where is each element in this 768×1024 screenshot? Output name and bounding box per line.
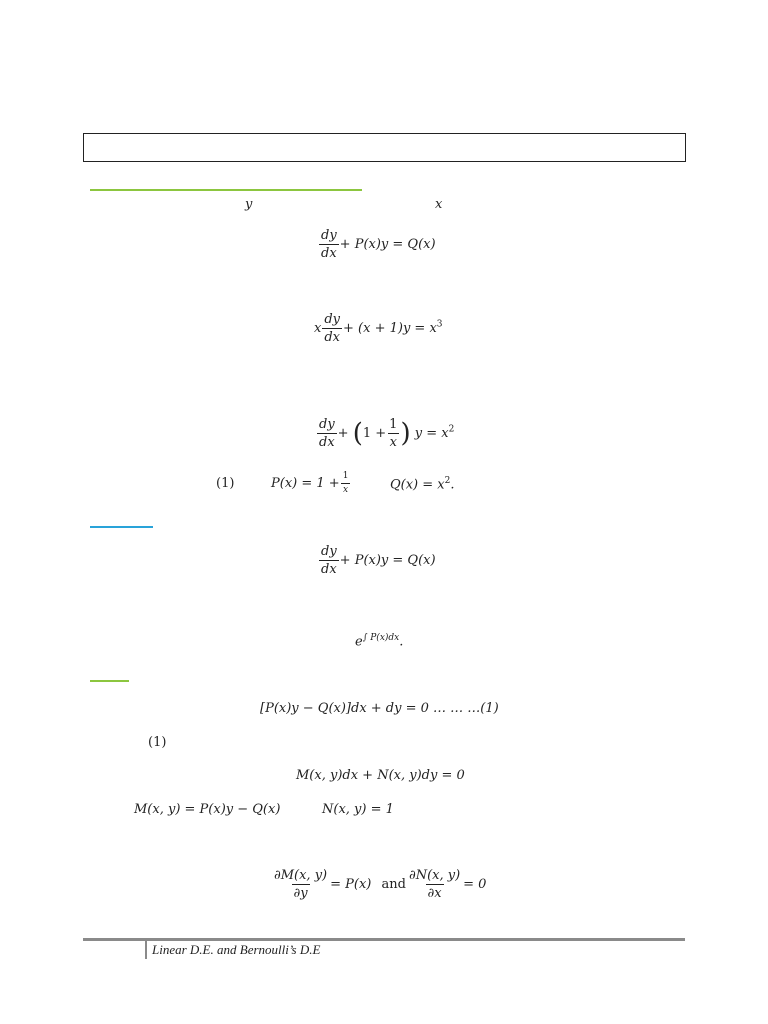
heading-underline-green [90,189,362,191]
q-of-x-definition [390,476,455,492]
frac-num: 1 [342,471,349,481]
frac-num: ∂N(x, y) [408,868,461,883]
right-paren: ) [400,418,411,449]
frac-den: dx [324,330,340,345]
and-word: and [381,877,406,892]
equation-rest: y = x [414,426,449,441]
frac-num: dy [321,228,337,243]
equation-rest: + P(x)y = Q(x) [339,237,436,252]
period: . [450,477,455,493]
if-base: e [355,634,363,650]
m-definition: M(x, y) = P(x)y − Q(x) [134,802,281,817]
exponent: 2 [448,424,455,435]
equation-lead: x [314,321,322,336]
p-of-x-definition [271,472,351,495]
frac-den: x [343,485,349,495]
frac-num: dy [319,417,335,432]
exponent: 3 [436,319,443,330]
title-box [83,133,686,162]
equation-example [314,313,443,344]
equation-normalized [316,418,454,449]
frac-num: dy [321,544,337,559]
footer-bar [145,941,147,959]
frac-den: dx [321,246,337,261]
footer-title: Linear D.E. and Bernoulli’s D.E [152,942,321,957]
n-definition: N(x, y) = 1 [322,802,394,817]
var-y: y [245,197,253,212]
equation-ref-1: (1) [148,735,167,750]
exponent: 2 [444,476,451,486]
plus: + [337,426,349,441]
equation-m-n-form: M(x, y)dx + N(x, y)dy = 0 [296,768,465,783]
integrating-factor [355,633,403,649]
partials-end: = 0 [463,877,487,892]
equation-differential-form: [P(x)y − Q(x)]dx + dy = 0 … … …(1) [260,701,499,716]
equation-general-linear [318,229,436,260]
q-text: Q(x) = x [390,477,445,493]
left-paren: ( [352,418,363,449]
equation-ref: (1) [216,476,235,491]
heading-underline-blue [90,526,153,528]
partials-mid: = P(x) [330,877,372,892]
frac-den: ∂y [293,886,308,901]
equation-rest: + P(x)y = Q(x) [339,553,436,568]
frac-den: x [389,435,397,450]
footer-rule [83,938,685,941]
equation-rest: + (x + 1)y = x [343,321,437,336]
frac-num: ∂M(x, y) [274,868,328,883]
var-x: x [435,197,443,212]
one-plus: 1 + [362,426,387,441]
frac-den: dx [319,435,335,450]
frac-num: dy [324,312,341,327]
p-lead: P(x) = 1 + [271,476,340,491]
frac-den: dx [321,562,337,577]
if-exponent: ∫ P(x)dx [362,633,400,643]
partial-derivatives [271,869,486,900]
heading-underline-green-short [90,680,129,682]
equation-general-linear-2 [318,545,436,576]
frac-num: 1 [389,417,398,432]
if-end: . [399,634,404,650]
frac-den: ∂x [427,886,442,901]
